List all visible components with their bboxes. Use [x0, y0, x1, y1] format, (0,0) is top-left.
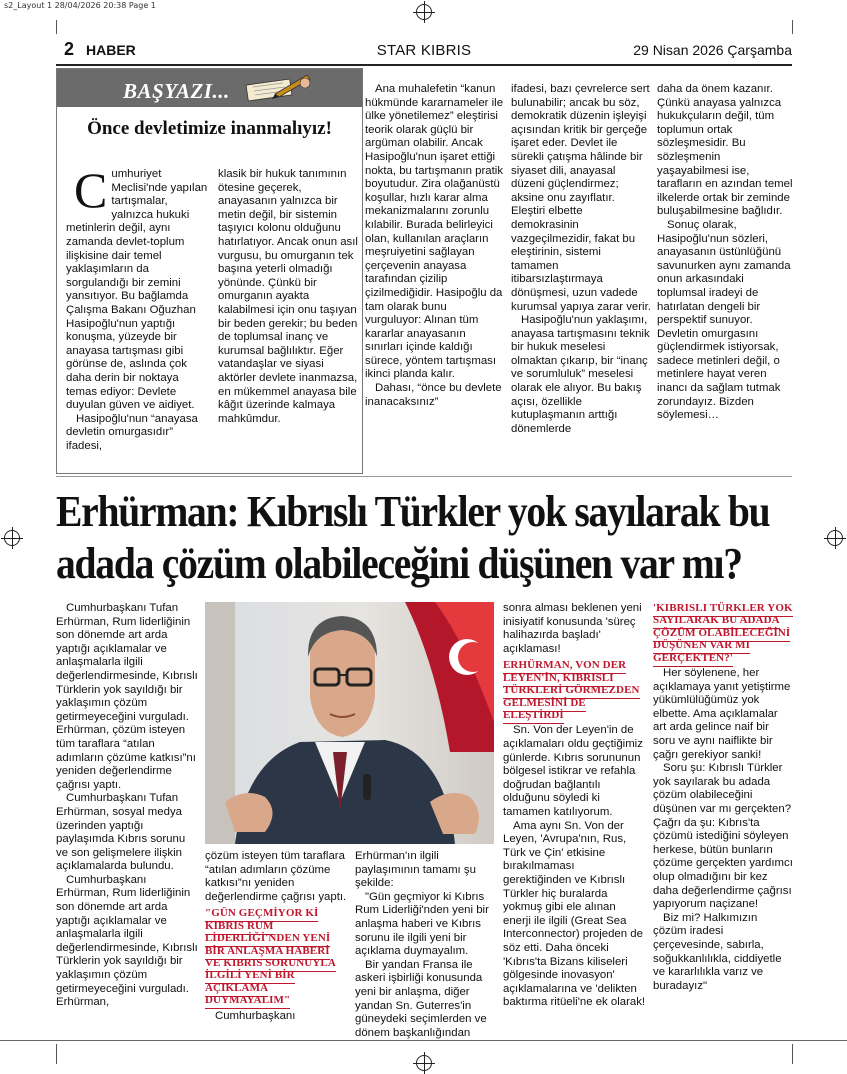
headline-line-2: adada çözüm olabileceğini düşünen var mı? [56, 539, 742, 588]
paragraph: sonra alması beklenen yeni inisiyatif konusunda 'süreç halihazırda başladı' açıklaması! [503, 602, 642, 655]
article-column-3 [355, 850, 496, 1040]
paragraph: Ana muhalefetin “kanun hükmünde kararnameler ile ülke yönetilemez” eleştirisi teorik olarak güçlü bir argüman olabilir. Ancak Hasipoğlu'nun işaret ettiği nokta, bu tartışmanın pratik boyutudur. Zira olağanüstü koşullar, hızlı karar alma mekanizmalarını zorunlu kılabilir. Burada belirleyici olan, kullanılan araçların meşruiyetini sağlayan çerçevenin anayasa tarafından çizilip çizilmediğidir. Hasipoğlu da tam olarak bunu vurguluyor: Alınan tüm kararlar anayasanın sınırları içinde kaldığı sürece, yöntem tartışması ikinci planda kalır. [365, 83, 504, 381]
paragraph: Hasipoğlu'nun “anayasa devletin omurgasıdır” ifadesi, [66, 412, 198, 452]
paragraph: "Gün geçmiyor ki Kıbrıs Rum Liderliği'nden yeni bir anlaşma haberi ve Kıbrıs sorunu ile ilgili yeni bir açıklama duymayalım. [355, 890, 489, 958]
editorial-column-3 [365, 83, 504, 409]
registration-mark-left [4, 530, 20, 546]
newspaper-name: STAR KIBRIS [376, 42, 472, 59]
editorial-column-2 [218, 168, 361, 426]
paragraph: Erhürman'ın ilgili paylaşımının tamamı şu şekilde: [355, 850, 476, 890]
subheading [503, 659, 646, 721]
paragraph: Cumhurbaşkanı [215, 1009, 296, 1022]
paragraph: Soru şu: Kıbrıslı Türkler yok sayılarak bu adada çözüm olabileceğini düşünen var mı gerçekten? Çağrı da şu: Kıbrıs'ta çözümü istediğini söyleyen herkese, bütün bunların çözüme gerçekten yardımcı olup olmadığını bir kez daha değerlendirme çağrısı yapıyorum naçizane! [653, 762, 793, 911]
subheading-text: 'KIBRISLI TÜRKLER YOK SAYILARAK BU ADADA ÇÖZÜM OLABİLECEĞİNİ DÜŞÜNEN VAR MI GERÇEKTEN?' [653, 602, 793, 667]
paragraph: daha da önem kazanır. Çünkü anayasa yalnızca hukukçuların değil, tüm toplumun ortak sözleşmesidir. Bu sözleşmenin yaşayabilmesi ise, tarafların en azından temel ilkelerde ortak bir zeminde buluşabilmesine bağlıdır. [657, 83, 793, 218]
subheading [205, 907, 347, 1006]
article-headline [56, 486, 770, 590]
crop-line [56, 1044, 57, 1064]
paragraph: Cumhurbaşkanı Tufan Erhürman, Rum liderliğinin son dönemde art arda yaptığı açıklamalar ve anlaşmalarla ilgili değerlendirmesinde, Kıbrıslı Türklerin yok sayıldığı bir yaklaşımın çözüm getirmeyeceğini vurguladı. Erhürman, çözüm isteyen tüm taraflara “atılan adımların çözüme katkısı”nı yeniden değerlendirme çağrısı yaptı. [56, 602, 198, 791]
subheading-text: "GÜN GEÇMİYOR Kİ KIBRIS RUM LİDERLİĞİ'NDEN YENİ BİR ANLAŞMA HABERİ VE KIBRIS SORUNUYLA İLGİLİ YENİ BİR AÇIKLAMA DUYMAYALIM" [205, 907, 336, 1009]
editorial-title: Önce devletimize inanmalıyız! [87, 118, 332, 139]
paragraph: Biz mi? Halkımızın çözüm iradesi çerçevesinde, sabırla, soğukkanlılıkla, ciddiyetle ve kararlılıkla varız ve buradayız" [653, 911, 782, 992]
page-number: 2 [64, 39, 75, 59]
crop-line [792, 20, 793, 34]
paragraph: Sn. Von der Leyen'in de açıklamaları oldu geçtiğimiz günlerde. Kıbrıs sorununun bölgesel istikrar ve refahla doğrudan bağlantılı olduğunu söyledi ki tamamen katılıyorum. [503, 724, 643, 818]
article-column-5 [653, 602, 793, 993]
editorial-banner [57, 69, 362, 107]
paragraph: çözüm isteyen tüm taraflara “atılan adımların çözüme katkısı”nı yeniden değerlendirme çağrısı yaptı. [205, 850, 347, 903]
paragraph: Hasipoğlu'nun yaklaşımı, anayasa tartışmasını teknik bir hukuk meselesi olmaktan çıkarıp, bir “inanç ve sorumluluk” meselesi olarak ele alıyor. Bu bakış açısı, özellikle kutuplaşmanın arttığı dönemlerde [511, 314, 650, 435]
editorial-column-4 [511, 83, 651, 436]
paragraph: Dahası, “önce bu devlete inanacaksınız” [365, 382, 502, 408]
erhurman-photo [205, 602, 494, 844]
section-name: HABER [86, 42, 136, 58]
page-header [56, 39, 792, 63]
editorial-column-1 [66, 162, 212, 453]
registration-mark-top [416, 4, 432, 20]
paragraph: Ama aynı Sn. Von der Leyen, 'Avrupa'nın, Rus, Türk ve Çin' etkisine bırakılmaması gerektiğinden ve Kıbrıslı Türkler hiç buralarda yokmuş gibi ele alınan enerji ile ilgili (Great Sea Interconnector) projeden de söz etti. Daha önceki 'Kıbrıs'ta Bizans kiliseleri gölgesinde inovasyon' açıklamalarına ve 'delikten baktırma ritüeli'ne ek olarak! [503, 819, 646, 1009]
paragraph: umhuriyet Meclisi'nde yapılan tartışmalar, yalnızca hukuki metinlerin değil, aynı zamanda devlet-toplum ilişkisine dair temel yaklaşımların da sorgulandığı bir zemini yansıtıyor. Bu bağlamda Çalışma Bakanı Oğuzhan Hasipoğlu'nun yaptığı konuşma, yüzeyde bir anayasa tartışması gibi görünse de, aslında çok daha derin bir noktaya temas ediyor: Devlete duyulan güven ve aidiyet. [66, 168, 208, 412]
article-column-4 [503, 602, 646, 1010]
headline-line-1: Erhürman: Kıbrıslı Türkler yok sayılarak bu [56, 487, 770, 536]
pen-writing-icon [225, 72, 315, 102]
editorial-column-5 [657, 83, 793, 423]
paragraph: Sonuç olarak, Hasipoğlu'nun sözleri, anayasanın üstünlüğünü savunurken aynı zamanda onun arkasındaki toplumsal iradeyi de hatırlatan dengeli bir perspektif sunuyor. Devletin omurgasını güçlendirmek istiyorsak, sadece metinleri değil, o metinlere hayat veren inancı da sağlam tutmak zorundayız. Bizden söylemesi… [657, 218, 791, 422]
print-slug: s2_Layout 1 28/04/2026 20:38 Page 1 [4, 1, 156, 10]
paragraph: ifadesi, bazı çevrelerce sert bulunabilir; ancak bu söz, demokratik düzenin işleyişi açısından kritik bir gerçeğe işaret eder. Devlet ile sürekli çatışma hâlinde bir siyaset dili, anayasal düzeni güçlendirmez; aksine onu zayıflatır. Eleştiri elbette demokrasinin vazgeçilmezidir, fakat bu eleştirinin, sistemi tamamen itibarsızlaştırmaya dönüşmesi, uzun vadede kurumsal yapıya zarar verir. [511, 83, 651, 313]
registration-mark-bottom [416, 1055, 432, 1071]
paragraph: Her söylenene, her açıklamaya yanıt yetiştirme yükümlülüğümüz yok elbette. Ama açıklamalar art arda gelince naif bir soru ve aynı naiflikte bir çağrı gerekiyor sanki! [653, 667, 791, 761]
paragraph: Bir yandan Fransa ile askeri işbirliği konusunda yeni bir anlaşma, diğer yandan Sn. Guterres'in güneydeki seçimlerden ve dönem başkanlığından [355, 958, 487, 1039]
crop-line [792, 1044, 793, 1064]
issue-date: 29 Nisan 2026 Çarşamba [633, 42, 792, 58]
editorial-banner-label: BAŞYAZI... [123, 79, 230, 103]
registration-mark-right [827, 530, 843, 546]
subheading [653, 602, 793, 664]
drop-cap: C [74, 162, 108, 218]
article-column-1 [56, 602, 199, 1010]
paragraph: klasik bir hukuk tanımının ötesine geçerek, anayasanın yalnızca bir metin değil, bir sistemin taşıyıcı kolonu olduğunu hatırlatıyor. Ancak onun asıl vurgusu, bu omurganın tek başına yeterli olmadığı yönünde. Çünkü bir omurganın ayakta kalabilmesi için onu taşıyan bir beden gerekir; bu beden de toplumsal inanç ve kurumsal bağlılıktır. Eğer vatandaşlar ve siyasi aktörler devlete inanmazsa, en mükemmel anayasa bile kâğıt üzerinde kalmaya mahkûmdur. [218, 168, 358, 425]
subheading-text: ERHÜRMAN, VON DER LEYEN'İN, KIBRISLI TÜRKLERİ GÖRMEZDEN GELMESİNİ DE ELEŞTİRDİ [503, 659, 640, 724]
paragraph: Cumhurbaşkanı Erhürman, Rum liderliğinin son dönemde art arda yaptığı açıklamalar ve anlaşmalarla ilgili değerlendirmesinde, Kıbrıslı Türklerin yok sayıldığı bir yaklaşımın çözüm getirmeyeceğini vurguladı. Erhürman, [56, 873, 198, 1009]
crop-line [56, 20, 57, 34]
header-rule [56, 64, 792, 66]
paragraph: Cumhurbaşkanı Tufan Erhürman, sosyal medya üzerinden yaptığı paylaşımda Kıbrıs sorunu ve son gelişmelere ilişkin açıklamalarda bulundu. [56, 792, 186, 873]
article-column-2 [205, 850, 347, 1023]
section-divider [56, 476, 792, 477]
